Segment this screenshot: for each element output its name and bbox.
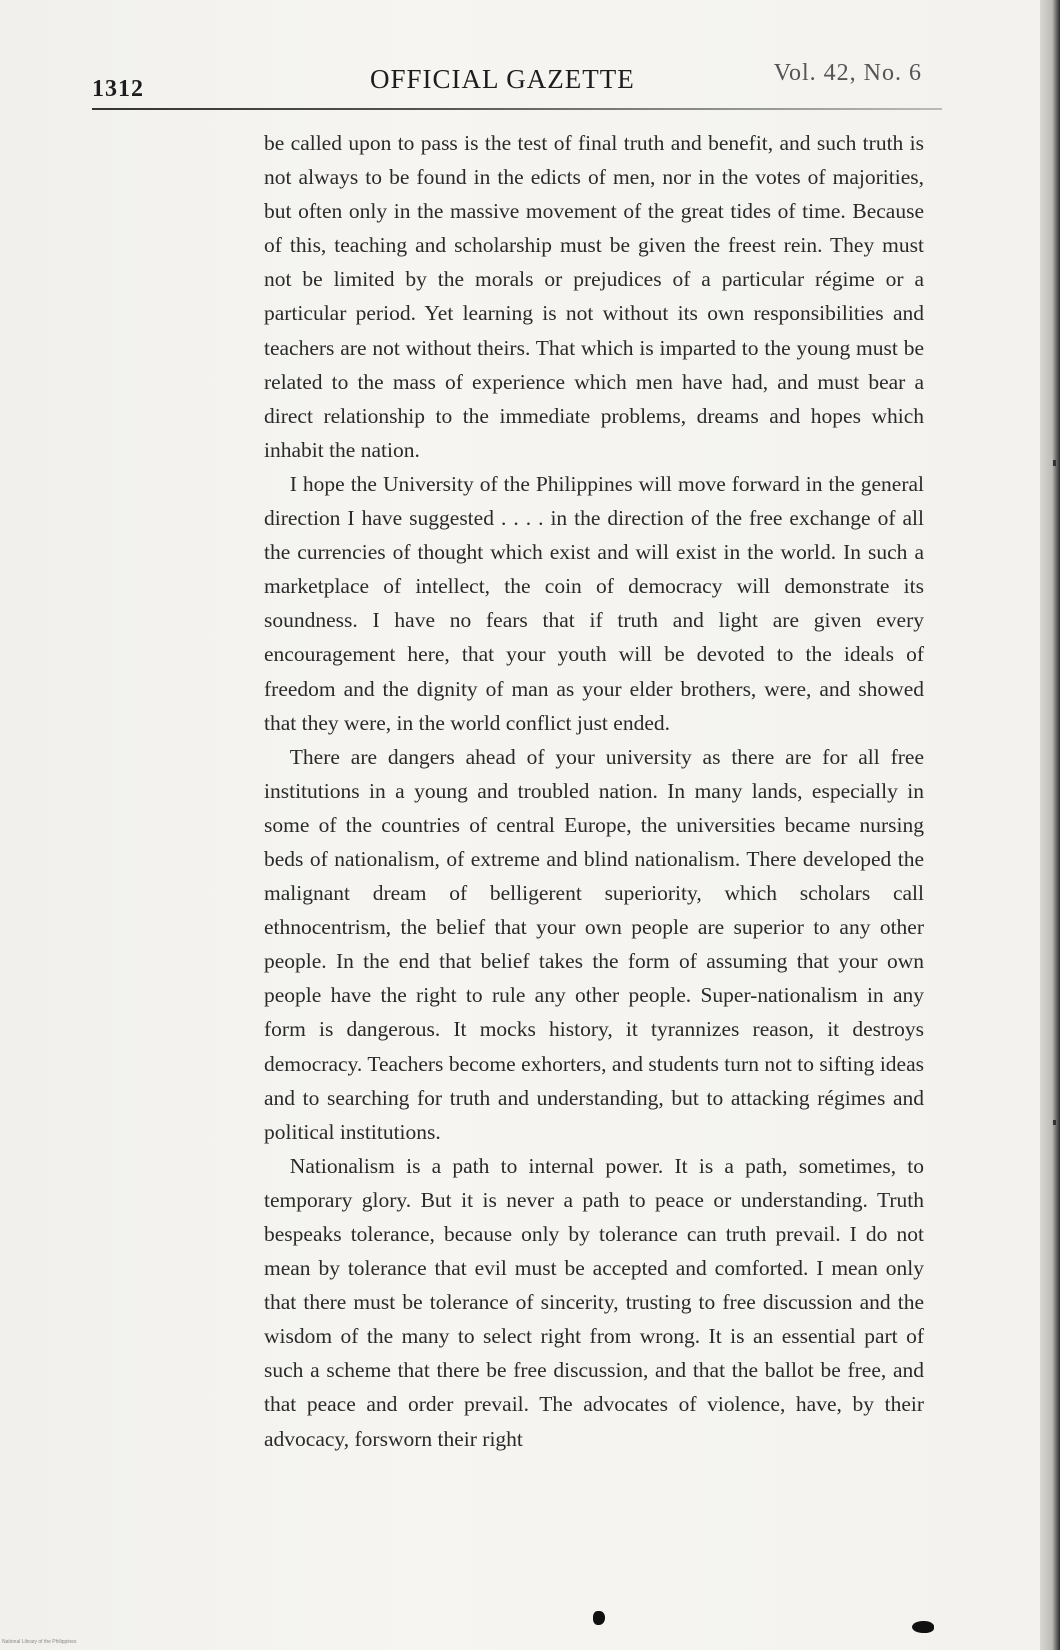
- page-number: 1312: [92, 76, 144, 102]
- margin-mark: [1053, 460, 1056, 466]
- header-rule: [92, 108, 942, 110]
- paragraph-3: There are dangers ahead of your university as there are for all free institutions in a young and troubled nation. In many lands, especially in some of the countries of central Europe, the universities became nursing beds of nationalism, of extreme and blind nationalism. There developed the malignant dream of belligerent superiority, which scholars call ethnocentrism, the belief that your own people are superior to any other people. In the end that belief takes the form of assuming that your own people have the right to rule any other people. Super-nationalism in any form is dangerous. It mocks history, it tyrannizes reason, it destroys democracy. Teachers become exhorters, and students turn not to sifting ideas and to searching for truth and understanding, but to attacking régimes and political institutions.: [264, 744, 924, 1144]
- body-text: [264, 126, 924, 1456]
- volume-number: Vol. 42, No. 6: [773, 60, 922, 86]
- paragraph-1: be called upon to pass is the test of final truth and benefit, and such truth is not always to be found in the edicts of men, nor in the votes of majorities, but often only in the massive movement of the great tides of time. Because of this, teaching and scholarship must be given the freest rein. They must not be limited by the morals or prejudices of a particular régime or a particular period. Yet learning is not without its own responsibilities and teachers are not without theirs. That which is imparted to the young must be related to the mass of experience which men have had, and must bear a direct relationship to the immediate problems, dreams and hopes which inhabit the nation.: [264, 131, 924, 462]
- running-title: OFFICIAL GAZETTE: [370, 64, 635, 94]
- paragraph-4: Nationalism is a path to internal power. It is a path, sometimes, to temporary glory. But it is never a path to peace or understanding. Truth bespeaks tolerance, because only by tolerance can truth prevail. I do not mean by tolerance that evil must be accepted and comforted. I mean only that there must be tolerance of sincerity, trusting to free discussion and the wisdom of the many to select right from wrong. It is an essential part of such a scheme that there be free discussion, and that the ballot be free, and that peace and order prevail. The advocates of violence, have, by their advocacy, forsworn their right: [264, 1153, 924, 1451]
- scan-credit: National Library of the Philippines: [2, 1639, 77, 1645]
- paragraph-2: I hope the University of the Philippines will move forward in the general direction I have suggested . . . . in the direction of the free exchange of all the currencies of thought which exist and will exist in the world. In such a marketplace of intellect, the coin of democracy will demonstrate its soundness. I have no fears that if truth and light are given every encouragement here, that your youth will be devoted to the ideals of freedom and the dignity of man as your elder brothers, were, and showed that they were, in the world conflict just ended.: [264, 471, 924, 735]
- ink-speck: [912, 1621, 934, 1633]
- page-header: [92, 58, 922, 102]
- page-edge-shadow: [1040, 0, 1060, 1650]
- ink-speck: [593, 1611, 605, 1625]
- margin-mark: [1053, 1120, 1056, 1125]
